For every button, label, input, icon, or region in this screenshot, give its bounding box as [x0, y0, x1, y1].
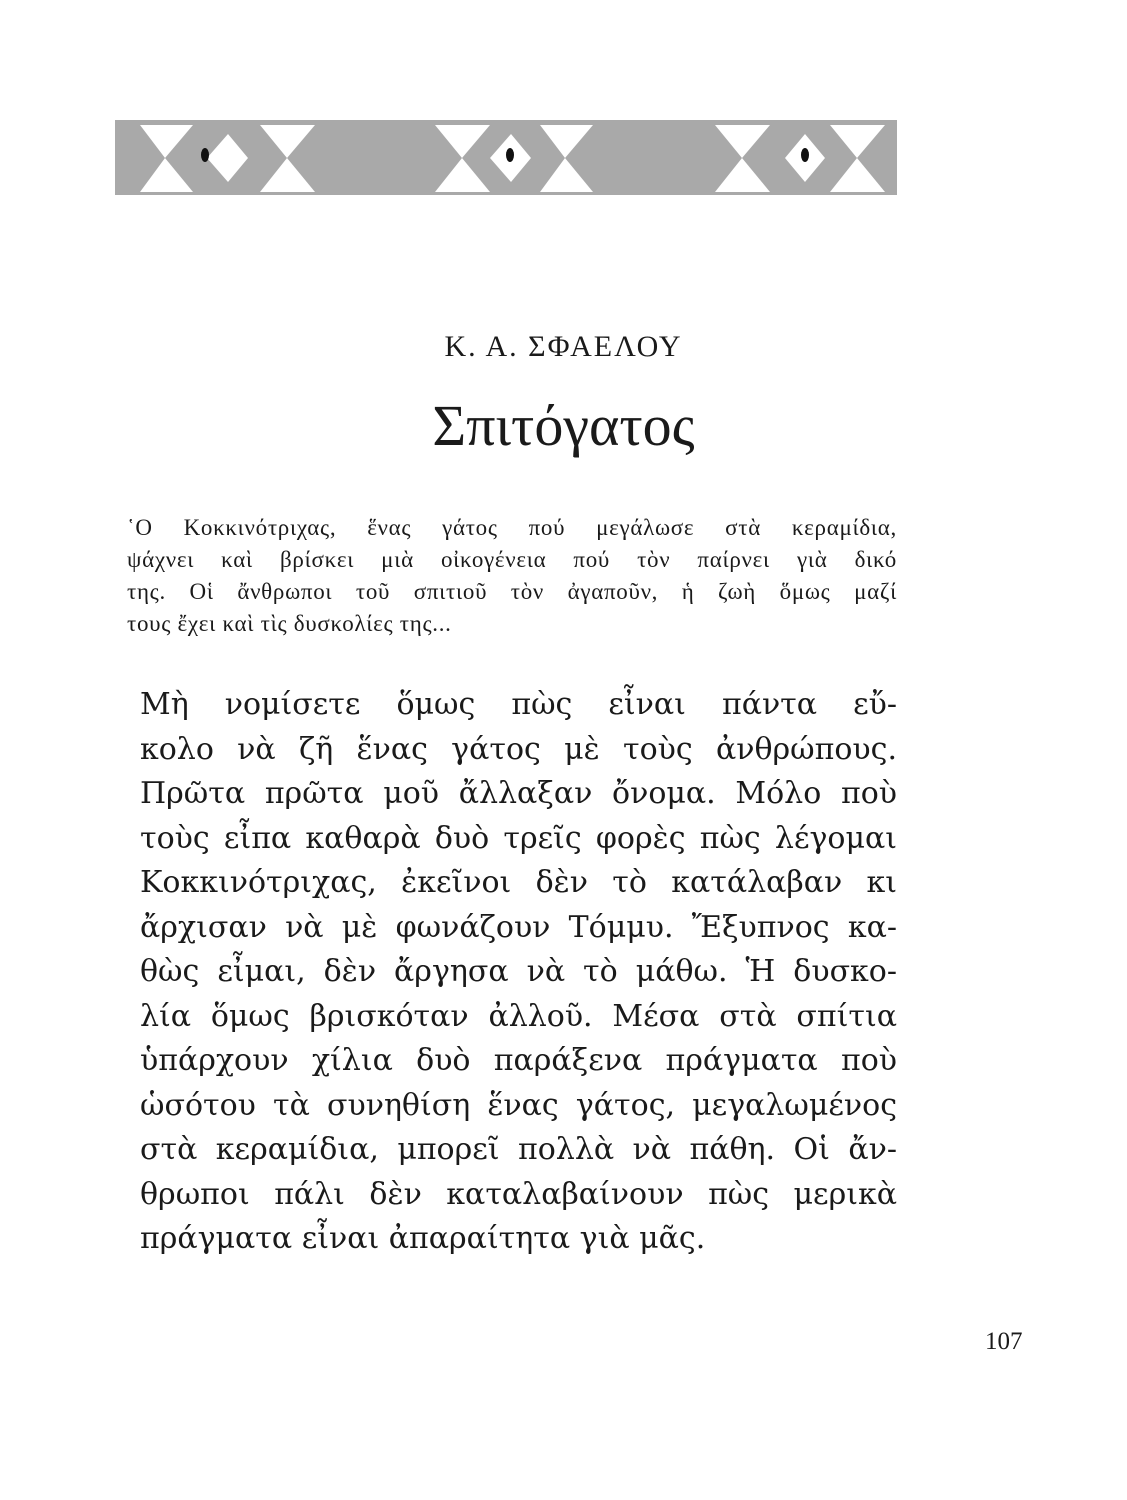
decorative-banner [115, 120, 897, 195]
body-line: πράγματα εἶναι ἀπαραίτητα γιὰ μᾶς. [140, 1221, 706, 1256]
body-line: στὰ κεραμίδια, μπορεῖ πολλὰ νὰ πάθη. Οἱ ἄν- [140, 1132, 897, 1167]
story-title: Σπιτόγατος [432, 393, 695, 458]
body-line: θρωποι πάλι δὲν καταλαβαίνουν πὼς μερικὰ [140, 1176, 897, 1212]
body-line: ἄρχισαν νὰ μὲ φωνάζουν Τόμμυ. Ἔξυπνος κα- [140, 909, 897, 945]
author-name: Κ. Α. ΣΦΑΕΛΟΥ [444, 330, 683, 363]
body-line: κολο νὰ ζῆ ἕνας γάτος μὲ τοὺς ἀνθρώπους. [140, 731, 897, 767]
body-line: θὼς εἶμαι, δὲν ἄργησα νὰ τὸ μάθω. Ἡ δυσκο- [140, 954, 897, 989]
page-number: 107 [985, 1328, 1023, 1355]
body-line: Μὴ νομίσετε ὅμως πὼς εἶναι πάντα εὔ- [140, 687, 897, 722]
ornament-group-3 [715, 125, 885, 192]
intro-paragraph [127, 512, 897, 640]
body-line: ὑπάρχουν χίλια δυὸ παράξενα πράγματα ποὺ [140, 1043, 897, 1078]
body-line: λία ὅμως βρισκόταν ἀλλοῦ. Μέσα στὰ σπίτια [140, 998, 897, 1034]
body-line: τοὺς εἶπα καθαρὰ δυὸ τρεῖς φορὲς πὼς λέγομαι [140, 820, 897, 856]
ornament-border-icon [115, 120, 897, 195]
body-line: Πρῶτα πρῶτα μοῦ ἄλλαξαν ὄνομα. Μόλο ποὺ [140, 776, 897, 811]
intro-line: της. Οἱ ἄνθρωποι τοῦ σπιτιοῦ τὸν ἀγαποῦν, ἡ ζωὴ ὅμως μαζί [127, 579, 897, 604]
intro-line: ῾Ο Κοκκινότριχας, ἕνας γάτος πού μεγάλωσε στὰ κεραμίδια, [127, 515, 897, 540]
ornament-group-1 [140, 125, 315, 192]
body-line: Κοκκινότριχας, ἐκεῖνοι δὲν τὸ κατάλαβαν κι [140, 865, 897, 900]
intro-line: ψάχνει καὶ βρίσκει μιὰ οἰκογένεια πού τὸν παίρνει γιὰ δικό [127, 547, 897, 572]
body-text [140, 683, 897, 1262]
ornament-group-2 [435, 125, 593, 192]
body-line: ὡσότου τὰ συνηθίση ἕνας γάτος, μεγαλωμένος [140, 1087, 897, 1123]
intro-line: τους ἔχει καὶ τὶς δυσκολίες της... [127, 611, 452, 636]
